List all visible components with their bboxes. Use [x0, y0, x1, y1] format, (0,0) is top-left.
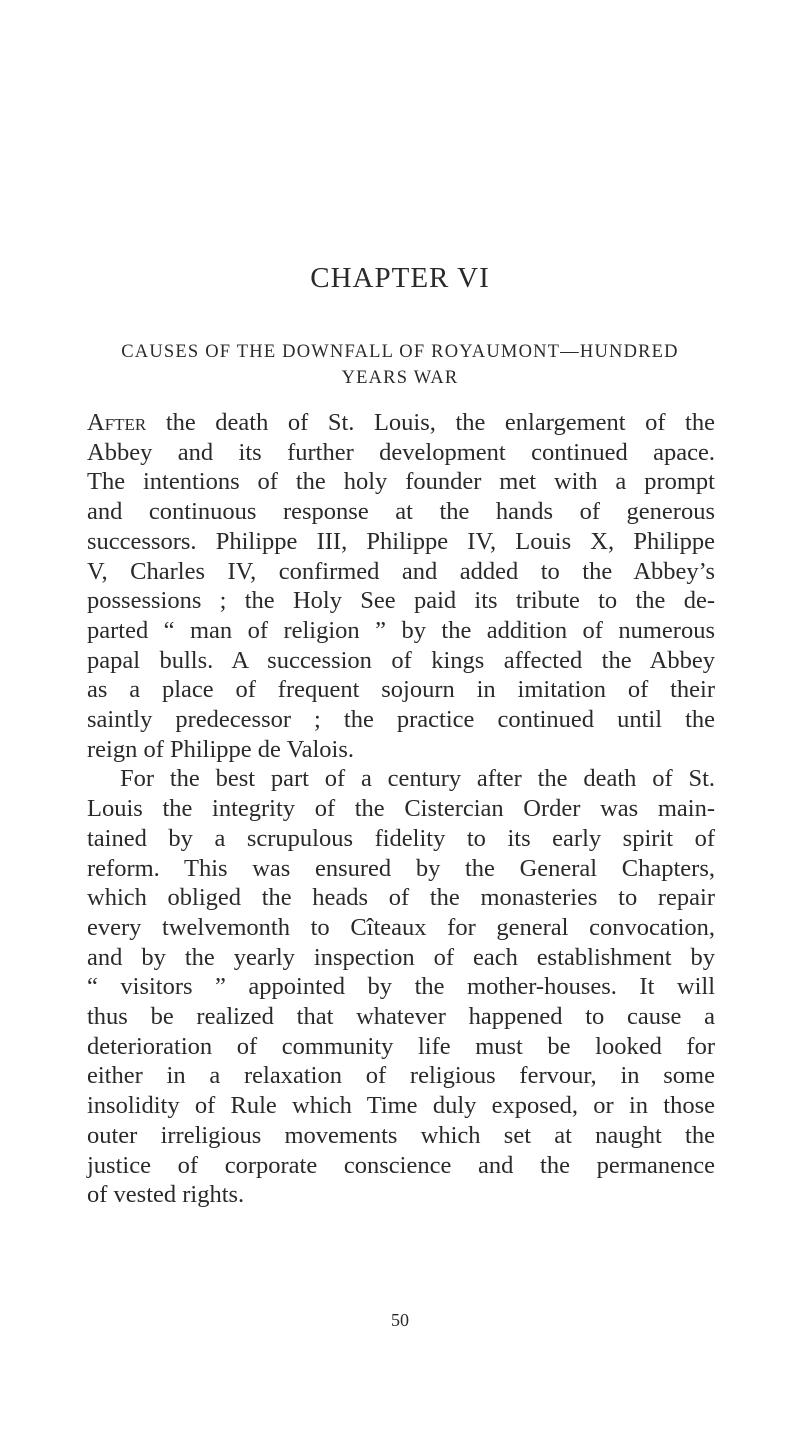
paragraph-1-line: V, Charles IV, confirmed and added to the Abbey’s: [87, 557, 715, 585]
paragraph-2-line: and by the yearly inspection of each establishment by: [87, 943, 715, 971]
chapter-subtitle-line-1: CAUSES OF THE DOWNFALL OF ROYAUMONT—HUNDRED: [121, 342, 679, 362]
paragraph-1-line: Abbey and its further development continued apace.: [87, 438, 715, 466]
page-number: 50: [391, 1310, 409, 1330]
paragraph-2-line: insolidity of Rule which Time duly exposed, or in those: [87, 1092, 715, 1120]
paragraph-2-line: of vested rights.: [87, 1181, 245, 1209]
paragraph-2-line: reform. This was ensured by the General Chapters,: [87, 854, 715, 882]
paragraph-2-line: For the best part of a century after the death of St.: [120, 765, 715, 793]
chapter-subtitle-line-2: YEARS WAR: [341, 368, 459, 388]
paragraph-2-line: justice of corporate conscience and the permanence: [87, 1151, 715, 1179]
paragraph-1-line: possessions ; the Holy See paid its tribute to the de-: [87, 587, 715, 615]
paragraph-1: [87, 408, 715, 764]
paragraph-2-line: Louis the integrity of the Cistercian Order was main-: [87, 795, 715, 823]
paragraph-2-line: thus be realized that whatever happened to cause a: [87, 1003, 715, 1031]
paragraph-1-line: After the death of St. Louis, the enlargement of the: [87, 409, 715, 436]
paragraph-1-line: as a place of frequent sojourn in imitation of their: [87, 676, 715, 704]
paragraph-1-line: reign of Philippe de Valois.: [87, 735, 354, 763]
paragraph-2-line: outer irreligious movements which set at naught the: [87, 1121, 715, 1149]
paragraph-1-line: saintly predecessor ; the practice continued until the: [87, 706, 715, 734]
paragraph-2-line: deterioration of community life must be looked for: [87, 1032, 715, 1060]
paragraph-2-line: which obliged the heads of the monasteries to repair: [87, 884, 715, 912]
paragraph-2-line: “ visitors ” appointed by the mother-houses. It will: [87, 973, 715, 1001]
chapter-title: CHAPTER VI: [310, 262, 490, 294]
paragraph-1-line: parted “ man of religion ” by the addition of numerous: [87, 616, 715, 644]
paragraph-2-line: every twelvemonth to Cîteaux for general convocation,: [87, 913, 715, 941]
paragraph-1-line: successors. Philippe III, Philippe IV, Louis X, Philippe: [87, 527, 715, 555]
paragraph-2-line: either in a relaxation of religious fervour, in some: [87, 1062, 715, 1090]
paragraph-1-line: The intentions of the holy founder met with a prompt: [87, 468, 715, 496]
lead-word: After: [87, 409, 147, 436]
paragraph-1-line: and continuous response at the hands of generous: [87, 498, 715, 526]
paragraph-2-line: tained by a scrupulous fidelity to its early spirit of: [87, 824, 715, 852]
paragraph-1-line: papal bulls. A succession of kings affected the Abbey: [87, 646, 715, 674]
body-text: [87, 408, 715, 1210]
paragraph-2: [87, 764, 715, 1210]
chapter-subtitle: [80, 339, 720, 391]
